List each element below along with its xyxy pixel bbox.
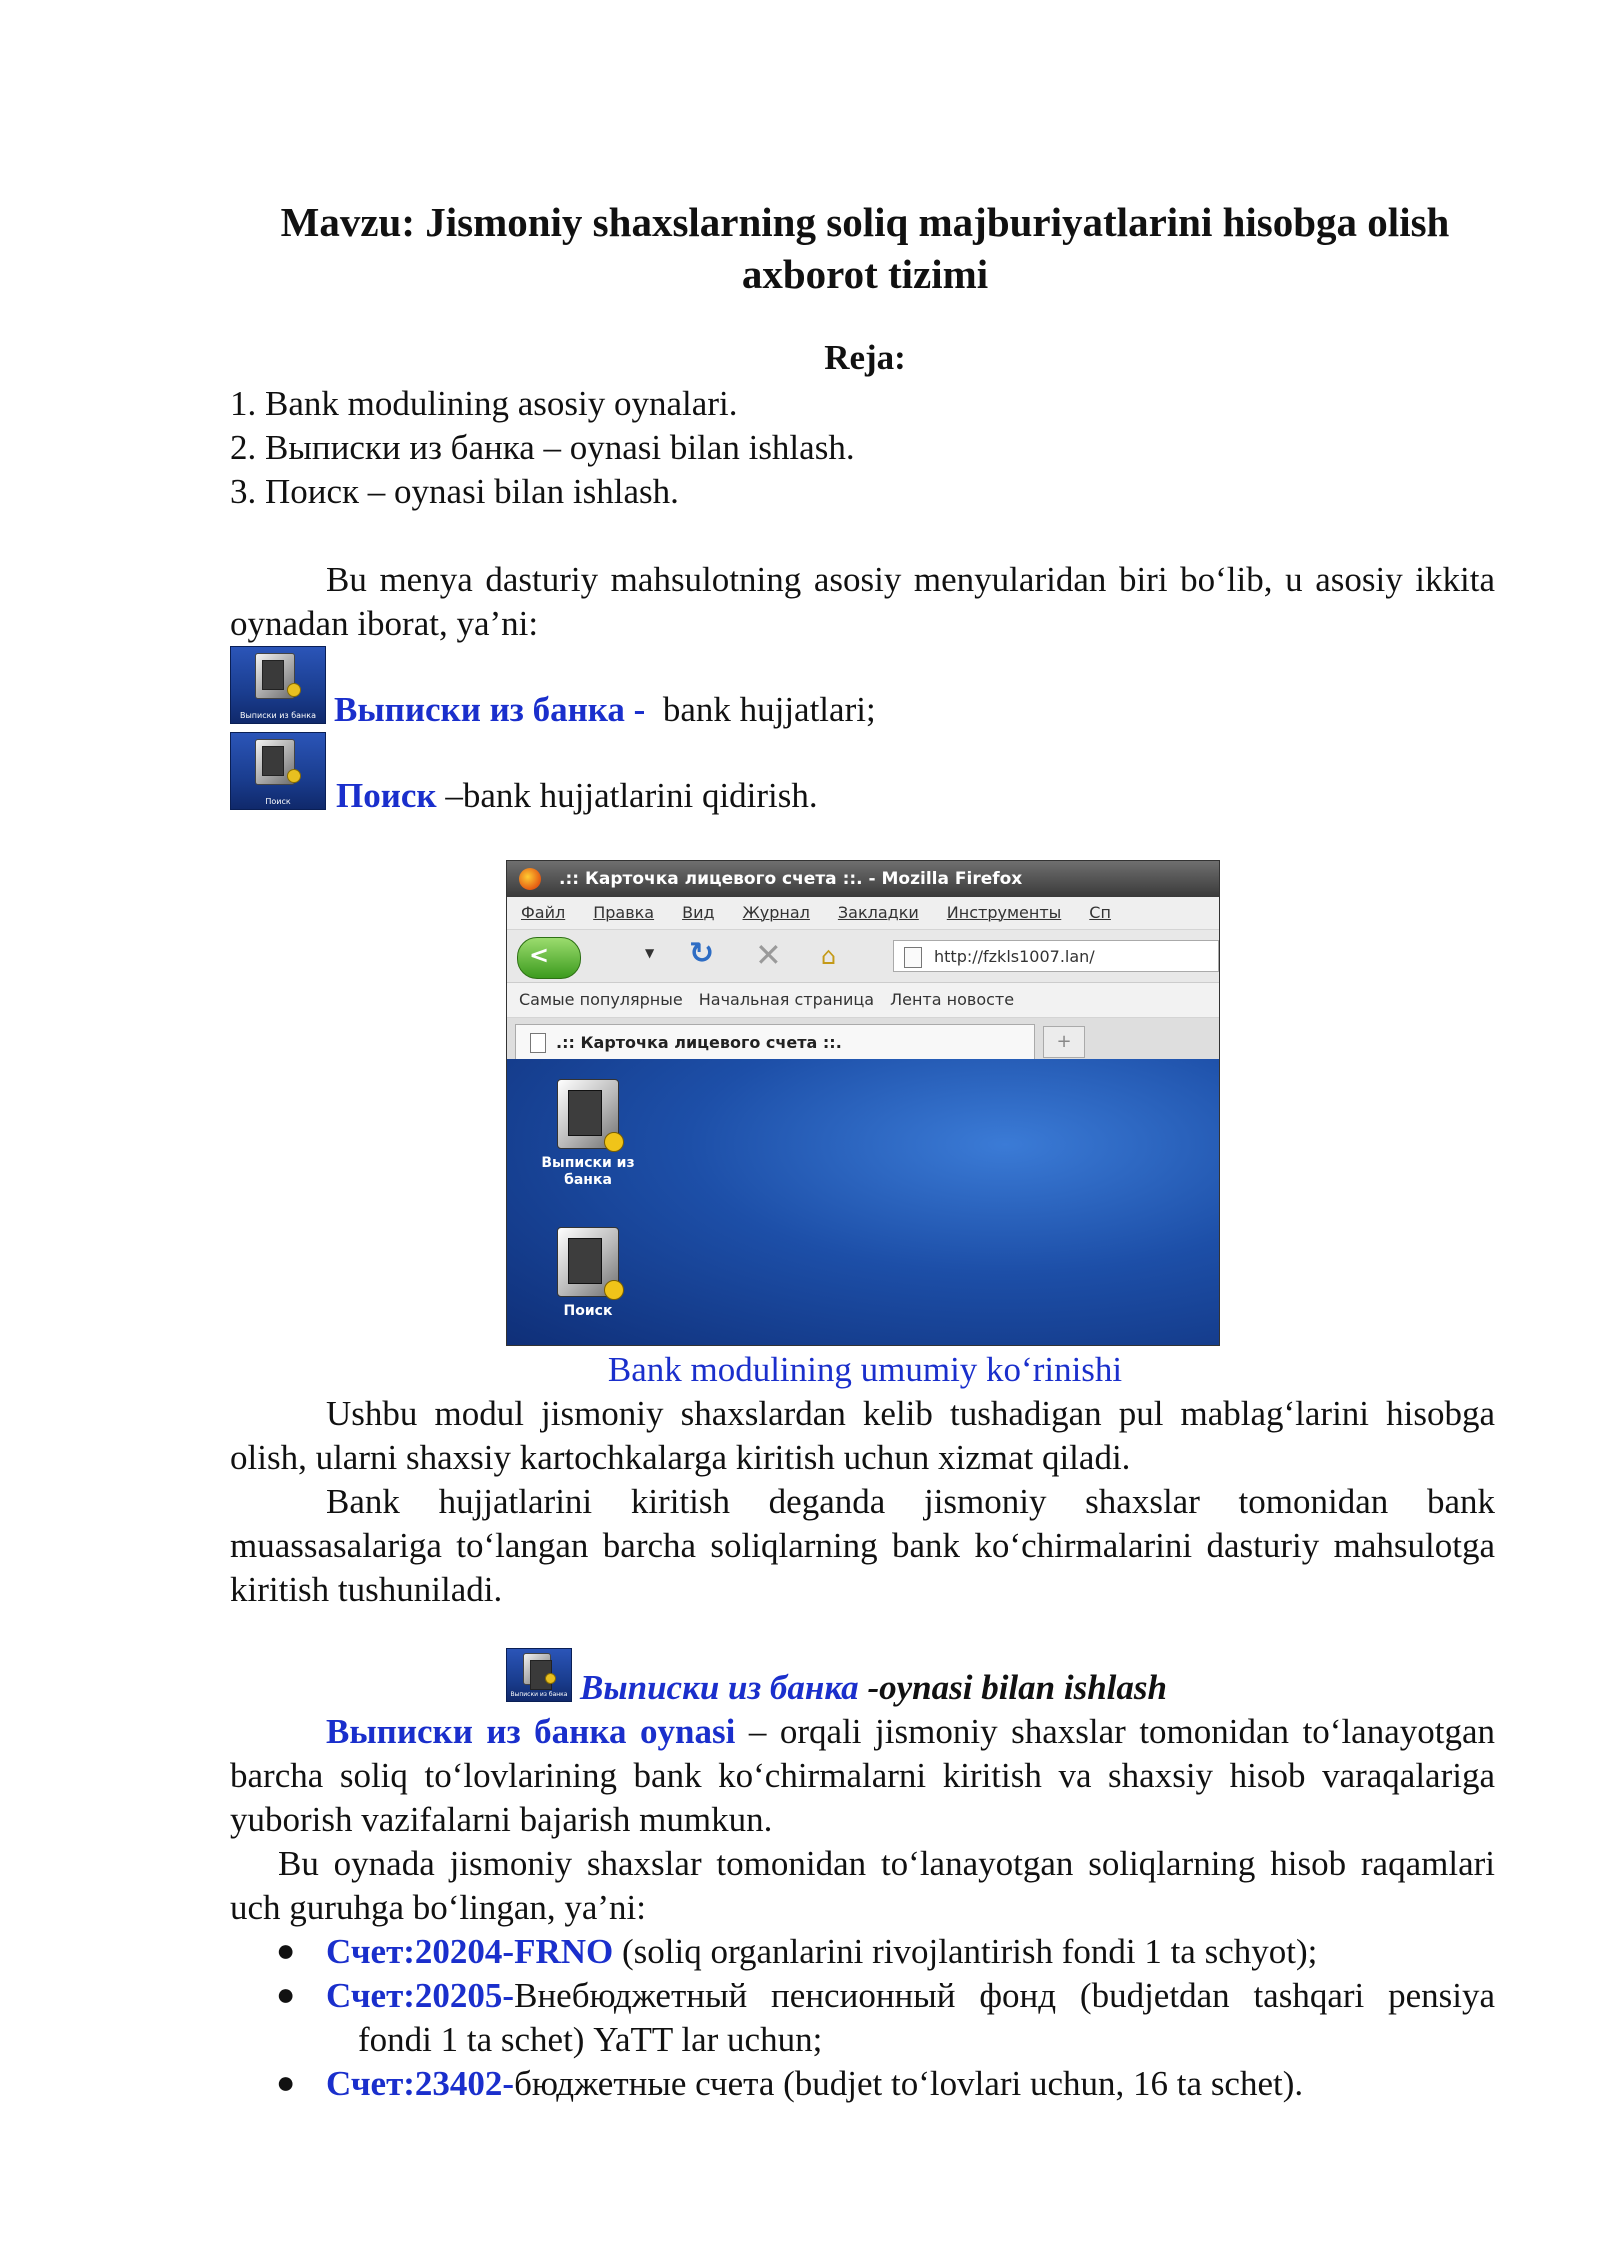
bullet-item-3: [326, 2062, 1495, 2106]
reja-item-1: 1. Bank modulining asosiy oynalari.: [230, 384, 738, 423]
tab-strip: [507, 1018, 1219, 1061]
history-dropdown-icon[interactable]: ▼: [645, 946, 655, 960]
safe-icon: [557, 1227, 619, 1297]
stop-icon[interactable]: ✕: [755, 936, 782, 974]
section-paragraph-2: Bu oynada jismoniy shaxslar tomonidan to‘lanayotgan soliqlarning hisob raqamlari uch guruhga bo‘lingan, ya’ni:: [230, 1844, 1495, 1927]
paragraph-bank-docs: Bank hujjatlarini kiritish deganda jismoniy shaxslar tomonidan bank muassasalariga to‘langan barcha soliqlarning bank ko‘chirmalarini dasturiy mahsulotga kiritish tushuniladi.: [230, 1482, 1495, 1609]
safe-icon: [557, 1079, 619, 1149]
menu-view[interactable]: Вид: [682, 903, 715, 922]
bank-statements-icon[interactable]: [230, 646, 326, 724]
search-module-icon[interactable]: [230, 732, 326, 810]
menu-item-name: Поиск: [336, 776, 437, 815]
menu-tools[interactable]: Инструменты: [946, 903, 1062, 922]
section-heading: [580, 1666, 1167, 1710]
menu-item-desc: bank hujjatlarini qidirish.: [462, 776, 818, 815]
section-paragraph-lead: Выписки из банка oynasi: [326, 1712, 736, 1751]
bullet-dot: ●: [276, 1932, 296, 1968]
bookmark-most-visited[interactable]: Самые популярные: [519, 990, 683, 1009]
section-bank-statements-icon: [506, 1648, 572, 1702]
address-bar[interactable]: http://fzkls1007.lan/: [893, 940, 1219, 972]
new-tab-button[interactable]: +: [1043, 1026, 1085, 1058]
icon-label: Выписки из банка: [239, 711, 316, 720]
menu-item-search: [336, 774, 818, 818]
bullet-dot: ●: [276, 1976, 296, 2012]
reja-item-2: 2. Выписки из банка – oynasi bilan ishlash.: [230, 428, 855, 467]
bullet-dot: ●: [276, 2064, 296, 2100]
bookmark-news-feed[interactable]: Лента новосте: [890, 990, 1015, 1009]
icon-label: Поиск: [265, 797, 291, 806]
menu-edit[interactable]: Правка: [593, 903, 655, 922]
menu-bookmarks[interactable]: Закладки: [837, 903, 919, 922]
bookmarks-toolbar: [507, 983, 1219, 1018]
bullet-item-1: [326, 1930, 1495, 1974]
menu-item-name: Выписки из банка: [334, 690, 625, 729]
coin-icon: [545, 1673, 556, 1684]
window-title: .:: Карточка лицевого счета ::. - Mozilla Firefox: [559, 869, 1023, 889]
menu-help[interactable]: Сп: [1089, 903, 1111, 922]
bullet-text: Внебюджетный пенсионный фонд (budjetdan tashqari pensiya fondi 1 ta schet) YaTT lar uchun;: [358, 1976, 1495, 2059]
section-paragraph-text: – orqali jismoniy shaxslar tomonidan to‘lanayotgan barcha soliq to‘lovlarining bank ko‘chirmalarni kiritish va shaxsiy hisob varaqalariga yuborish vazifalarni bajarish mumkun.: [230, 1712, 1495, 1839]
home-icon[interactable]: ⌂: [821, 942, 837, 970]
section-heading-name: Выписки из банка: [580, 1668, 859, 1707]
menu-item-bank-statements: [334, 688, 876, 732]
page-title: Mavzu: Jismoniy shaxslarning soliq majburiyatlarini hisobga olish axborot tizimi: [280, 199, 1450, 297]
paragraph-module-purpose: Ushbu modul jismoniy shaxslardan kelib tushadigan pul mablag‘larini hisobga olish, ularni shaxsiy kartochkalarga kiritish uchun xizmat qiladi.: [230, 1394, 1495, 1477]
menu-history[interactable]: Журнал: [742, 903, 810, 922]
firefox-icon: [519, 868, 541, 890]
bullet-item-2: [326, 1974, 1495, 2062]
coin-icon: [604, 1280, 624, 1300]
bullet-lead: Счет:20205-: [326, 1976, 515, 2015]
bullet-text: бюджетные счета (budjet to‘lovlari uchun, 16 ta schet).: [514, 2064, 1304, 2103]
tab-account-card[interactable]: .:: Карточка лицевого счета ::.: [515, 1024, 1035, 1060]
icon-label: Выписки из банка: [510, 1691, 568, 1698]
window-titlebar: [507, 861, 1219, 897]
desktop-icon-search[interactable]: [533, 1227, 643, 1320]
menu-file[interactable]: Файл: [521, 903, 566, 922]
intro-paragraph: Bu menya dasturiy mahsulotning asosiy menyularidan biri bo‘lib, u asosiy ikkita oynadan iborat, ya’ni:: [230, 560, 1495, 643]
menu-bar: [507, 897, 1219, 930]
coin-icon: [287, 683, 301, 697]
section-paragraph-1: [230, 1710, 1495, 1842]
bullet-lead: Счет:23402-: [326, 2064, 515, 2103]
reja-heading: Reja:: [824, 338, 906, 377]
figure-caption: Bank modulining umumiy ko‘rinishi: [607, 1350, 1123, 1389]
bullet-lead: Счет:20204-FRNO: [326, 1932, 614, 1971]
back-button[interactable]: [517, 937, 581, 979]
menu-item-desc: bank hujjatlari;: [662, 690, 876, 729]
menu-item-separator: -: [624, 690, 655, 729]
coin-icon: [604, 1132, 624, 1152]
app-desktop: [507, 1059, 1219, 1345]
section-heading-rest: -oynasi bilan ishlash: [858, 1668, 1167, 1707]
reload-icon[interactable]: ↻: [689, 936, 715, 971]
navigation-toolbar: [507, 930, 1219, 983]
menu-item-separator: –: [436, 776, 463, 815]
desktop-icon-bank-statements[interactable]: [533, 1079, 643, 1189]
desktop-icon-label: Поиск: [563, 1303, 613, 1319]
coin-icon: [287, 769, 301, 783]
browser-screenshot: [506, 860, 1220, 1346]
bookmark-start-page[interactable]: Начальная страница: [698, 990, 875, 1009]
bullet-text: (soliq organlarini rivojlantirish fondi 1 ta schyot);: [613, 1932, 1318, 1971]
reja-item-3: 3. Поиск – oynasi bilan ishlash.: [230, 472, 679, 511]
desktop-icon-label: Выписки из банка: [541, 1155, 635, 1188]
